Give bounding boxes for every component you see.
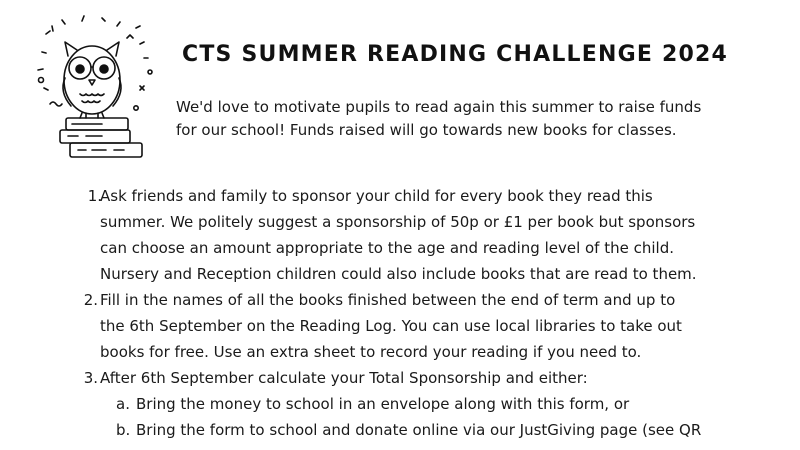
- intro-line: for our school! Funds raised will go towards new books for classes.: [176, 121, 677, 139]
- list-item-step-3: [80, 365, 780, 391]
- step-line: books for free. Use an extra sheet to record your reading if you need to.: [100, 343, 642, 361]
- step-line: the 6th September on the Reading Log. You can use local libraries to take out: [100, 317, 682, 335]
- instructions-list: [80, 183, 780, 443]
- intro-paragraph: [176, 96, 776, 142]
- owl-on-books-illustration: [32, 12, 162, 162]
- page-title: CTS SUMMER READING CHALLENGE 2024: [182, 42, 728, 67]
- step-line: Nursery and Reception children could also include books that are read to them.: [100, 265, 697, 283]
- step-line: summer. We politely suggest a sponsorship of 50p or £1 per book but sponsors: [100, 213, 696, 231]
- step-line: Ask friends and family to sponsor your child for every book they read this: [100, 187, 653, 205]
- sub-item-a: [80, 391, 780, 417]
- step-number: 3.: [83, 369, 98, 387]
- list-item-step-1: [80, 183, 780, 287]
- step-line: After 6th September calculate your Total Sponsorship and either:: [100, 369, 588, 387]
- step-line: can choose an amount appropriate to the age and reading level of the child.: [100, 239, 674, 257]
- step-number: 2.: [83, 291, 98, 309]
- step-line: Fill in the names of all the books finished between the end of term and up to: [100, 291, 676, 309]
- sub-item-text: Bring the form to school and donate online via our JustGiving page (see QR: [136, 421, 702, 439]
- sub-item-letter: a.: [116, 395, 130, 413]
- sub-item-letter: b.: [116, 421, 131, 439]
- sub-item-b: [80, 417, 780, 443]
- list-item-step-2: [80, 287, 780, 365]
- sub-item-text: Bring the money to school in an envelope along with this form, or: [136, 395, 630, 413]
- intro-line: We'd love to motivate pupils to read again this summer to raise funds: [176, 98, 702, 116]
- step-number: 1.: [87, 187, 102, 205]
